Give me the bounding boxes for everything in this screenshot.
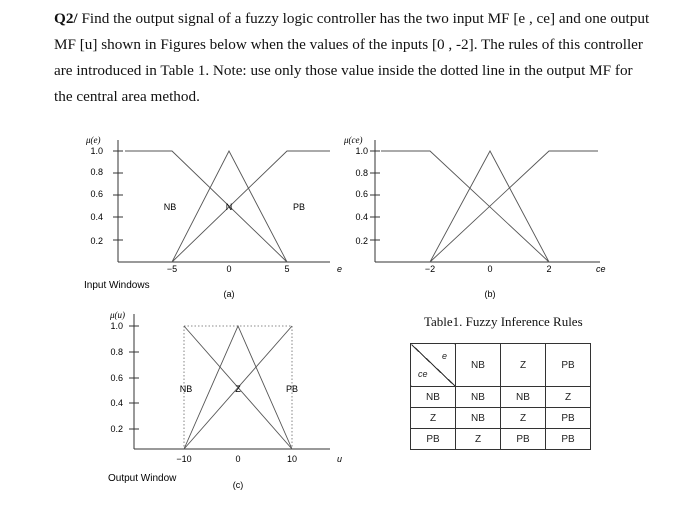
row-header: NB xyxy=(411,387,456,408)
fig-a-xvar: e xyxy=(337,264,343,274)
figure-a xyxy=(84,135,342,299)
fig-a-xtick: −5 xyxy=(166,264,178,274)
fig-a-ylabel: μ(e) xyxy=(86,135,101,145)
table-header-row xyxy=(411,344,591,387)
fig-c-ytick: 0.6 xyxy=(110,373,123,383)
fig-c-xtick: −10 xyxy=(176,454,192,464)
fig-b-ytick: 0.2 xyxy=(355,236,368,246)
fig-c-xtick: 0 xyxy=(235,454,241,464)
fig-a-mf-pb xyxy=(172,151,330,262)
table-title: Table1. Fuzzy Inference Rules xyxy=(424,314,583,329)
fig-b-ytick: 0.6 xyxy=(355,189,368,199)
fig-a-ytick: 0.8 xyxy=(90,167,103,177)
figure-c xyxy=(108,310,342,490)
fig-b-xtick: 0 xyxy=(487,264,493,274)
fig-b-caption: (b) xyxy=(484,289,496,299)
fig-c-ylabel: μ(u) xyxy=(110,310,126,320)
fig-a-window-label: Input Windows xyxy=(84,280,150,291)
fig-a-xtick: 5 xyxy=(284,264,290,274)
fig-a-ytick: 0.4 xyxy=(90,212,103,222)
fig-a-mf-nb xyxy=(125,151,287,262)
fig-a-set-label: N xyxy=(225,202,233,212)
figure-b xyxy=(343,135,606,299)
table-cell: NB xyxy=(456,387,501,408)
fig-c-xtick: 10 xyxy=(286,454,298,464)
fuzzy-rules-table xyxy=(410,343,591,450)
table-cell: PB xyxy=(501,429,546,450)
fig-b-mf-nb xyxy=(381,151,549,262)
fig-a-set-label: PB xyxy=(292,202,306,212)
fig-c-ytick: 1.0 xyxy=(110,321,123,331)
fig-c-ytick: 0.8 xyxy=(110,347,123,357)
fig-b-xtick: 2 xyxy=(546,264,552,274)
fig-c-set-label: NB xyxy=(179,384,193,394)
fig-b-xtick: −2 xyxy=(424,264,436,274)
question-label: Q2/ xyxy=(54,10,78,27)
fig-a-ytick: 0.2 xyxy=(90,236,103,246)
fig-b-xvar: ce xyxy=(596,264,606,274)
table-cell: NB xyxy=(456,408,501,429)
table-row xyxy=(411,408,591,429)
table-cell: NB xyxy=(501,387,546,408)
corner-e-label: e xyxy=(441,351,447,361)
fig-b-ytick: 1.0 xyxy=(355,146,368,156)
fig-b-ytick: 0.8 xyxy=(355,168,368,178)
fig-c-caption: (c) xyxy=(232,480,244,490)
table-corner-cell xyxy=(411,344,456,387)
fig-a-ytick: 0.6 xyxy=(90,189,103,199)
fig-c-window-label: Output Window xyxy=(108,473,177,484)
fig-b-ytick: 0.4 xyxy=(355,212,368,222)
question-body: Find the output signal of a fuzzy logic controller has the two input MF [e , ce] and one output MF [u] shown in Figures below when the values of the inputs [0 , -2]. The rules of this controller are introduced in Table 1. Note: use only those value inside the dotted line in the output MF for the central area method. xyxy=(54,10,650,105)
col-header: PB xyxy=(546,344,591,387)
fig-a-set-label: NB xyxy=(163,202,177,212)
fig-b-ylabel: μ(ce) xyxy=(344,135,363,145)
col-header: Z xyxy=(501,344,546,387)
col-header: NB xyxy=(456,344,501,387)
table-row xyxy=(411,429,591,450)
fig-a-caption: (a) xyxy=(223,289,235,299)
fig-c-set-label: PB xyxy=(285,384,299,394)
fig-a-ytick: 1.0 xyxy=(90,146,103,156)
row-header: Z xyxy=(411,408,456,429)
fig-b-mf-pb xyxy=(430,151,598,262)
table-row xyxy=(411,387,591,408)
corner-ce-label: ce xyxy=(418,369,428,379)
row-header: PB xyxy=(411,429,456,450)
table-cell: Z xyxy=(456,429,501,450)
fig-c-set-label: Z xyxy=(235,384,241,394)
fig-a-xtick: 0 xyxy=(226,264,232,274)
table-cell: PB xyxy=(546,429,591,450)
fig-c-ytick: 0.2 xyxy=(110,424,123,434)
fig-c-ytick: 0.4 xyxy=(110,398,123,408)
fig-c-xvar: u xyxy=(337,454,343,464)
table-cell: PB xyxy=(546,408,591,429)
table-cell: Z xyxy=(501,408,546,429)
table-cell: Z xyxy=(546,387,591,408)
